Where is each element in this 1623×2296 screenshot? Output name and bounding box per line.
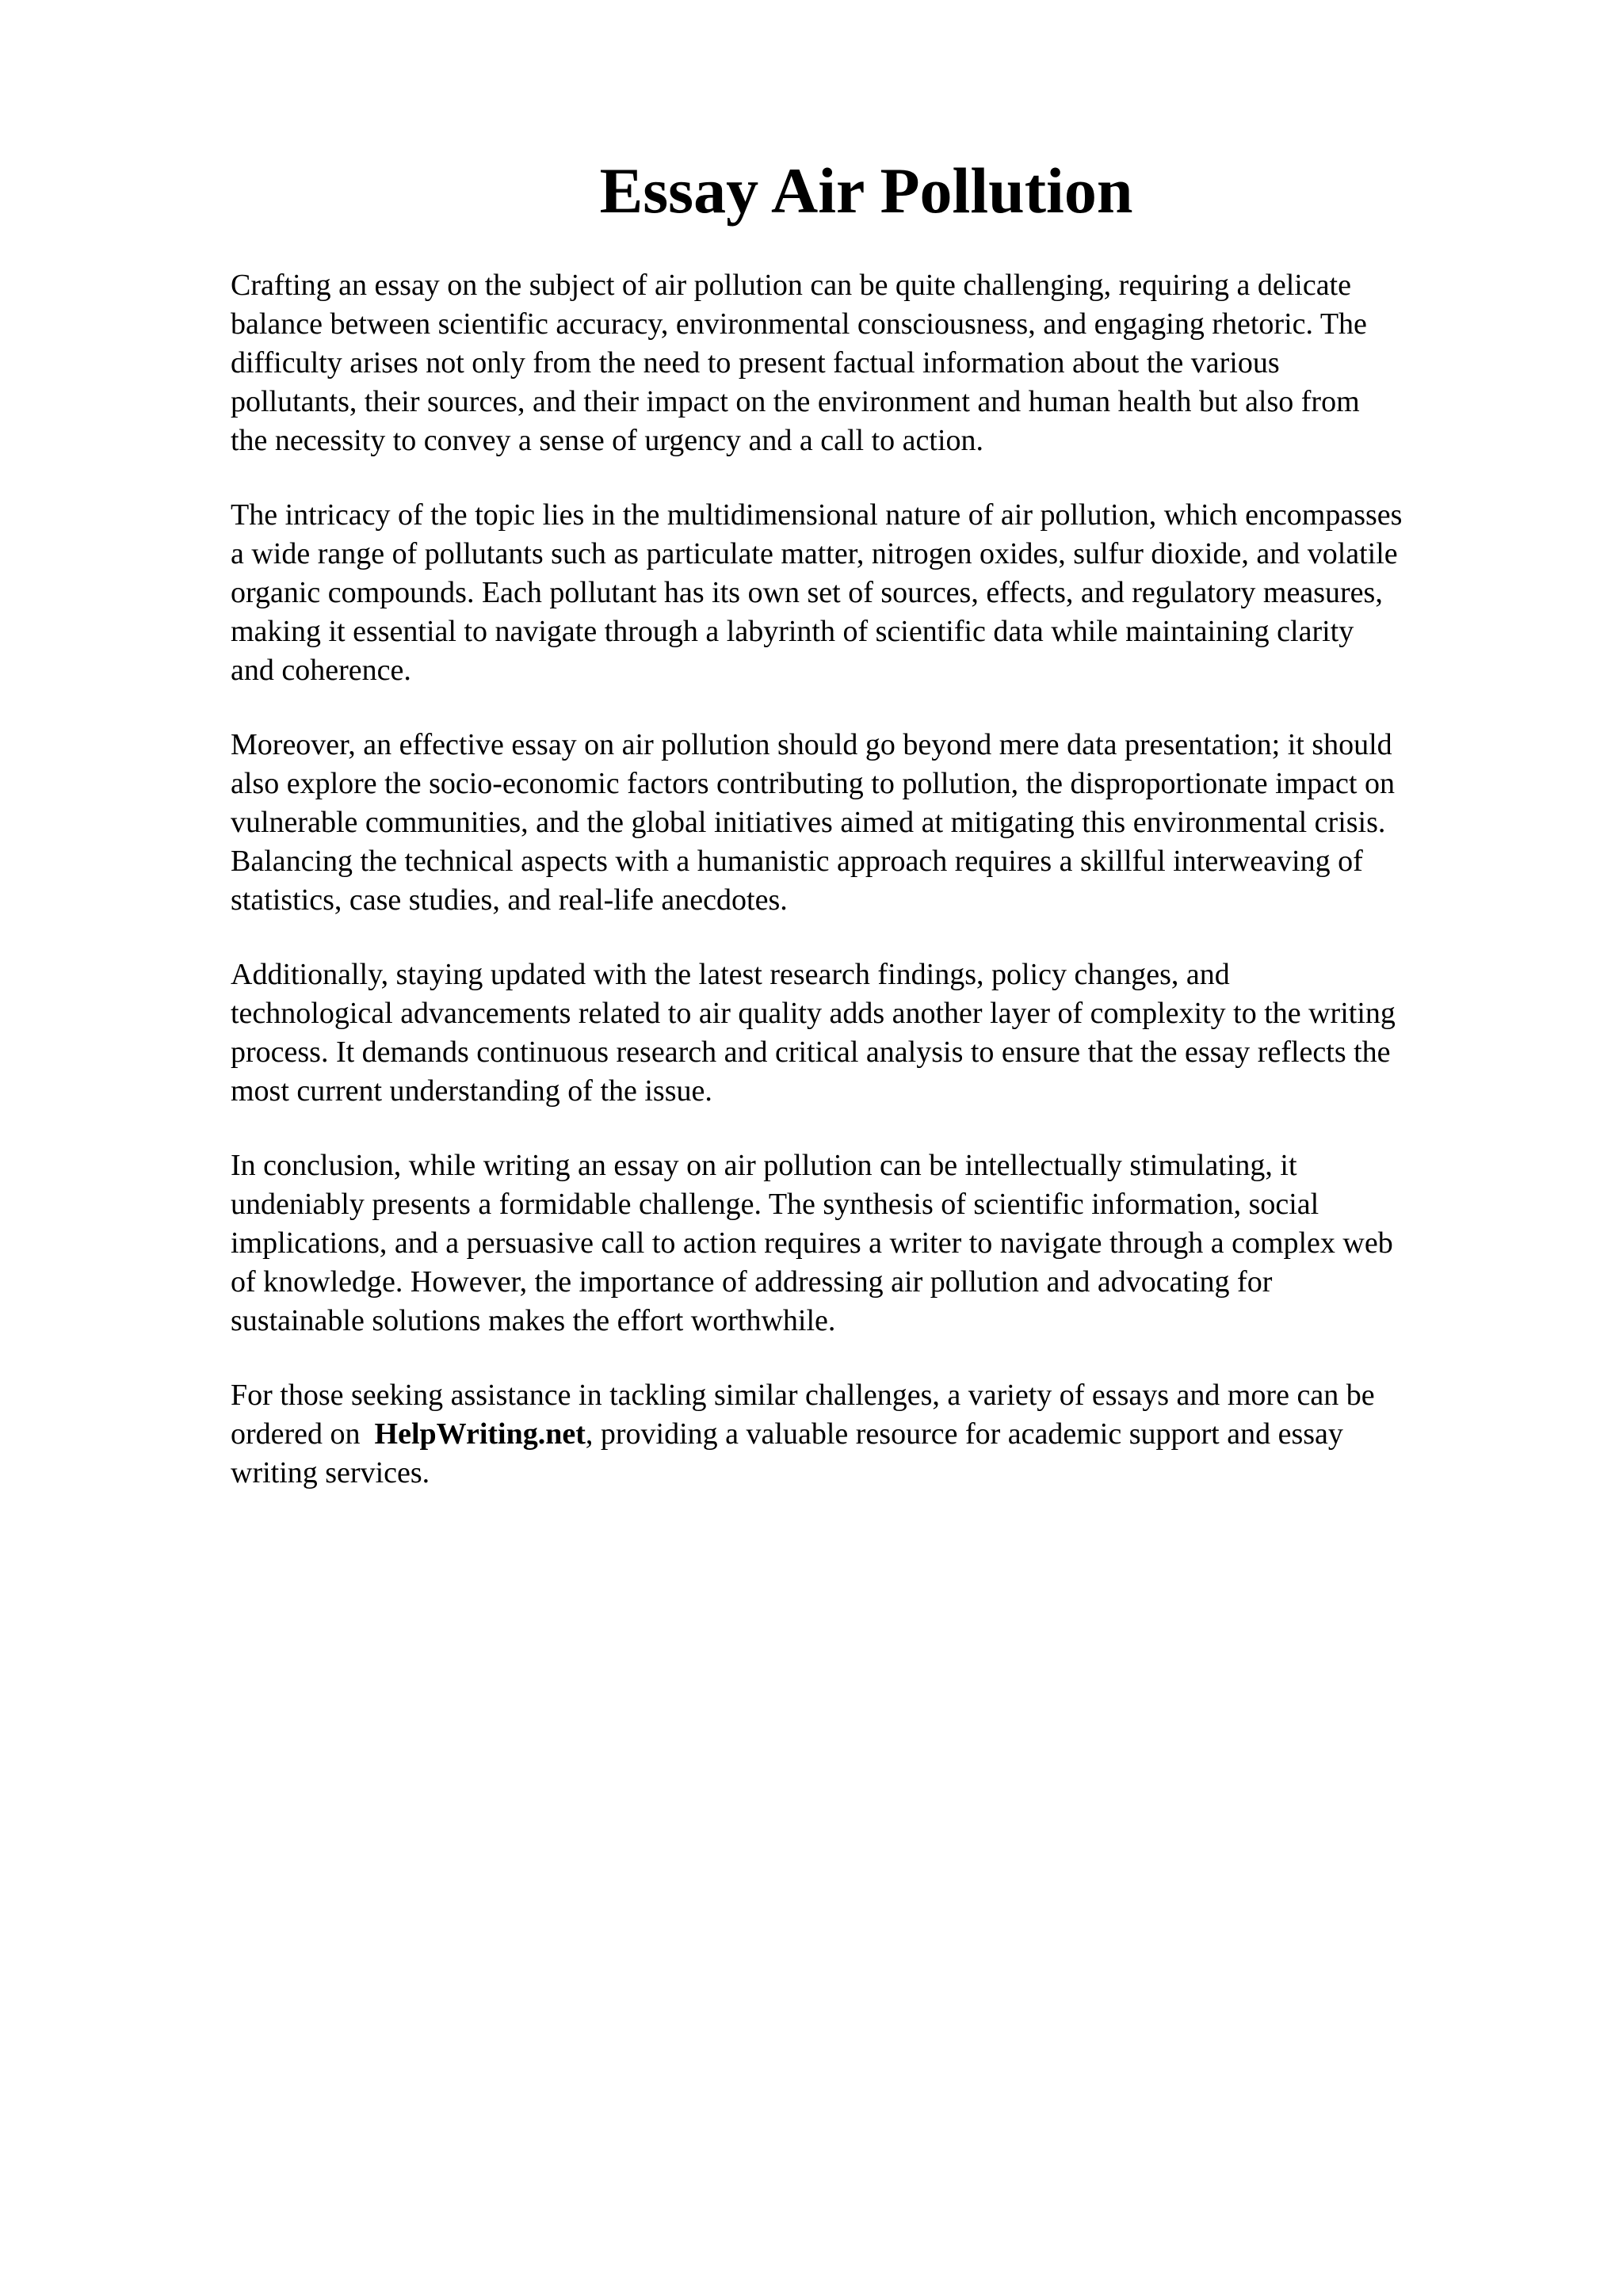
- paragraph-5: [231, 1146, 1530, 1341]
- paragraph-line: process. It demands continuous research and critical analysis to ensure that the essay reflects the: [231, 1035, 1391, 1069]
- paragraph-line: and coherence.: [231, 654, 411, 687]
- paragraph-3: [231, 726, 1530, 920]
- paragraph-line: organic compounds. Each pollutant has its own set of sources, effects, and regulatory measures,: [231, 576, 1383, 609]
- paragraph-line: Crafting an essay on the subject of air pollution can be quite challenging, requiring a delicate: [231, 269, 1351, 302]
- paragraph-line: implications, and a persuasive call to action requires a writer to navigate through a complex web: [231, 1226, 1393, 1260]
- link-trailing-text: , providing a valuable resource for academic support and essay: [585, 1417, 1343, 1451]
- paragraph-line: also explore the socio-economic factors contributing to pollution, the disproportionate impact on: [231, 767, 1395, 800]
- paragraph-line: the necessity to convey a sense of urgency and a call to action.: [231, 424, 984, 457]
- paragraph-line: statistics, case studies, and real-life anecdotes.: [231, 883, 788, 917]
- paragraph-line: In conclusion, while writing an essay on air pollution can be intellectually stimulating, it: [231, 1149, 1297, 1182]
- paragraph-2: [231, 496, 1530, 690]
- paragraph-line: balance between scientific accuracy, environmental consciousness, and engaging rhetoric. The: [231, 307, 1367, 341]
- paragraph-line: pollutants, their sources, and their impact on the environment and human health but also from: [231, 385, 1360, 418]
- essay-body: [231, 266, 1530, 1528]
- paragraph-line: technological advancements related to air quality adds another layer of complexity to the writing: [231, 997, 1396, 1030]
- paragraph-line-with-link: [231, 1415, 1530, 1454]
- paragraph-line: vulnerable communities, and the global initiatives aimed at mitigating this environmental crisis.: [231, 806, 1386, 839]
- paragraph-line: For those seeking assistance in tackling similar challenges, a variety of essays and more can be: [231, 1379, 1375, 1412]
- paragraph-line: making it essential to navigate through a labyrinth of scientific data while maintaining clarity: [231, 615, 1354, 648]
- paragraph-line: The intricacy of the topic lies in the multidimensional nature of air pollution, which encompasses: [231, 498, 1403, 532]
- paragraph-line: undeniably presents a formidable challenge. The synthesis of scientific information, social: [231, 1188, 1319, 1221]
- paragraph-4: [231, 955, 1530, 1111]
- paragraph-line: difficulty arises not only from the need to present factual information about the various: [231, 346, 1280, 379]
- helpwriting-link[interactable]: HelpWriting.net: [374, 1417, 586, 1451]
- paragraph-line: Additionally, staying updated with the latest research findings, policy changes, and: [231, 958, 1230, 991]
- paragraph-line: a wide range of pollutants such as particulate matter, nitrogen oxides, sulfur dioxide, and volatile: [231, 537, 1398, 570]
- paragraph-1: [231, 266, 1530, 460]
- paragraph-6: [231, 1376, 1530, 1493]
- paragraph-line: writing services.: [231, 1456, 430, 1489]
- paragraph-line: of knowledge. However, the importance of addressing air pollution and advocating for: [231, 1265, 1273, 1299]
- paragraph-line: sustainable solutions makes the effort worthwhile.: [231, 1304, 836, 1337]
- paragraph-line: most current understanding of the issue.: [231, 1074, 712, 1108]
- link-lead-text: ordered on: [231, 1417, 361, 1451]
- page-title: Essay Air Pollution: [599, 154, 1133, 227]
- paragraph-line: Moreover, an effective essay on air pollution should go beyond mere data presentation; it should: [231, 728, 1392, 761]
- paragraph-line: Balancing the technical aspects with a humanistic approach requires a skillful interweaving of: [231, 845, 1363, 878]
